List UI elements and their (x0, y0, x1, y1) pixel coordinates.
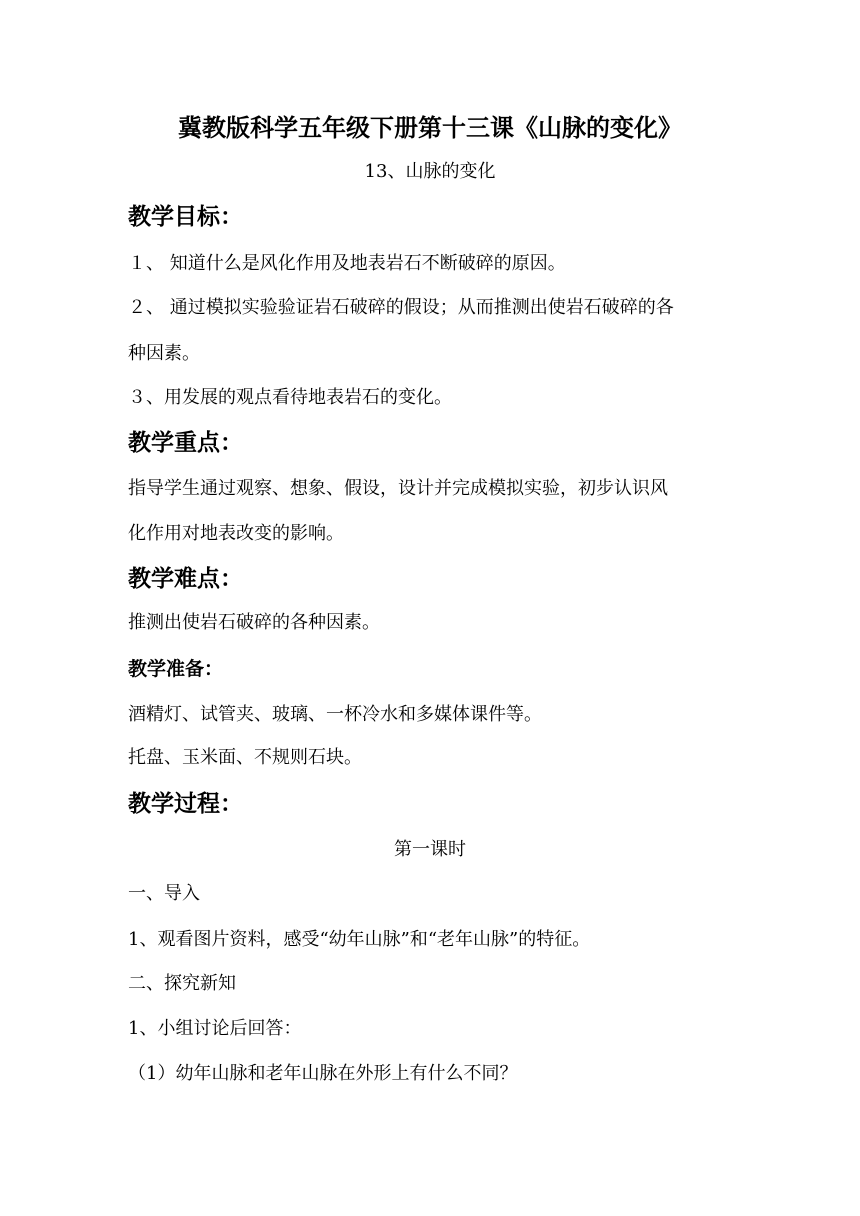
key-points-line-1: 指导学生通过观察、想象、假设，设计并完成模拟实验，初步认识风 (128, 478, 668, 499)
preparation-line-1: 酒精灯、试管夹、玻璃、一杯冷水和多媒体课件等。 (128, 704, 542, 725)
exploration-question-1: （1）幼年山脉和老年山脉在外形上有什么不同？ (128, 1063, 518, 1084)
difficulty-text: 推测出使岩石破碎的各种因素。 (128, 612, 380, 633)
lesson-subtitle: 13、山脉的变化 (364, 161, 496, 182)
preparation-line-2: 托盘、玉米面、不规则石块。 (128, 747, 362, 768)
section-exploration: 二、探究新知 (128, 973, 236, 994)
process-heading: 教学过程： (128, 791, 243, 817)
goals-heading: 教学目标： (128, 204, 243, 230)
goal-item-2-line-1: ２、 通过模拟实验验证岩石破碎的假设；从而推测出使岩石破碎的各 (128, 297, 674, 318)
goal-item-1: １、 知道什么是风化作用及地表岩石不断破碎的原因。 (128, 253, 566, 274)
exploration-item-1: 1、小组讨论后回答： (128, 1018, 302, 1039)
preparation-heading: 教学准备： (128, 658, 224, 680)
introduction-item-1: 1、观看图片资料，感受“幼年山脉”和“老年山脉”的特征。 (128, 929, 591, 950)
goal-item-3: ３、用发展的观点看待地表岩石的变化。 (128, 387, 452, 408)
difficulty-heading: 教学难点： (128, 566, 243, 592)
lesson-period-label: 第一课时 (394, 839, 466, 860)
key-points-heading: 教学重点： (128, 430, 243, 456)
section-introduction: 一、导入 (128, 883, 200, 904)
goal-item-2-line-2: 种因素。 (128, 343, 200, 364)
key-points-line-2: 化作用对地表改变的影响。 (128, 523, 344, 544)
document-title: 冀教版科学五年级下册第十三课《山脉的变化》 (178, 113, 682, 142)
